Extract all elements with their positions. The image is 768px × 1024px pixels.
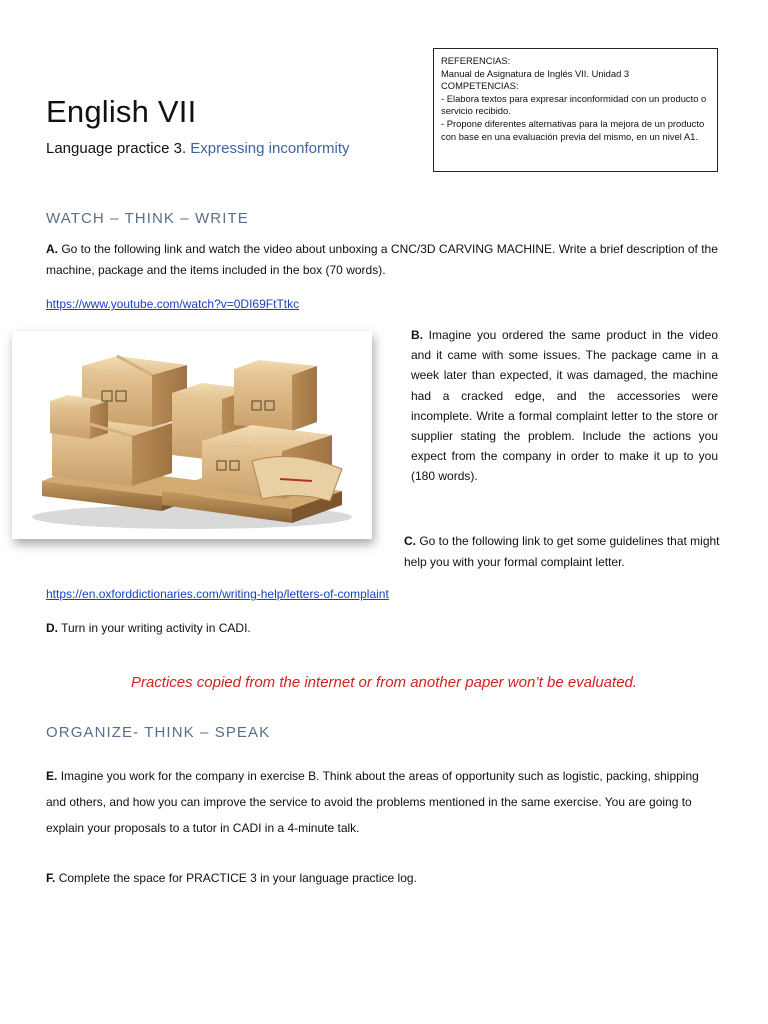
section-heading-organize-think-speak: ORGANIZE- THINK – SPEAK <box>46 724 271 741</box>
exercise-b-letter: B. <box>411 328 423 342</box>
exercise-b-text: Imagine you ordered the same product in the video and it came with some issues. The package came in a week later than expected, it was damaged, the machine had a cracked edge, and the accessories were incomplete. Write a formal complaint letter to the store or supplier stating the problem. Include the actions you expect from the company in order to make it up to you (180 words). <box>411 328 718 484</box>
exercise-a <box>46 239 722 281</box>
exercise-c-text: Go to the following link to get some guidelines that might help you with your formal complaint letter. <box>404 534 720 569</box>
references-manual: Manual de Asignatura de Inglés VII. Unidad 3 <box>441 67 630 79</box>
exercise-e-text: Imagine you work for the company in exercise B. Think about the areas of opportunity such as logistic, packing, shipping and others, and how you can improve the service to avoid the problems mentioned in the same exercise. You are going to explain your proposals to a tutor in CADI in a 4-minute talk. <box>46 769 699 835</box>
exercise-d <box>46 618 251 639</box>
competency-2: - Propone diferentes alternativas para la mejora de un producto con base en una evaluación previa del mismo, en un nivel A1. <box>441 117 705 142</box>
section-heading-watch-think-write: WATCH – THINK – WRITE <box>46 210 249 227</box>
exercise-a-letter: A. <box>46 242 58 256</box>
exercise-f-text: Complete the space for PRACTICE 3 in your language practice log. <box>58 871 417 885</box>
plagiarism-warning: Practices copied from the internet or from another paper won’t be evaluated. <box>130 674 638 691</box>
page-title: English VII <box>46 94 197 129</box>
exercise-e-letter: E. <box>46 769 58 783</box>
youtube-link[interactable]: https://www.youtube.com/watch?v=0DI69FtTtkc <box>46 297 300 311</box>
exercise-a-text: Go to the following link and watch the video about unboxing a CNC/3D CARVING MACHINE. Write a brief description of the machine, package and the items included in the box (70 words). <box>46 242 718 277</box>
boxes-on-pallets-image <box>12 331 372 539</box>
exercise-d-letter: D. <box>46 621 58 635</box>
subtitle-prefix: Language practice 3. <box>46 140 187 157</box>
exercise-f <box>46 868 417 889</box>
exercise-f-letter: F. <box>46 871 56 885</box>
boxes-illustration <box>12 331 372 539</box>
competencies-heading: COMPETENCIAS: <box>441 80 519 92</box>
exercise-c-letter: C. <box>404 534 416 548</box>
exercise-d-text: Turn in your writing activity in CADI. <box>61 621 251 635</box>
references-box <box>433 48 718 172</box>
page-subtitle <box>46 140 350 157</box>
exercise-e <box>46 763 722 841</box>
competency-1: - Elabora textos para expresar inconformidad con un producto o servicio recibido. <box>441 92 707 117</box>
exercise-c <box>404 531 722 573</box>
subtitle-accent: Expressing inconformity <box>190 140 350 157</box>
exercise-b <box>411 325 718 487</box>
oxford-complaint-link[interactable]: https://en.oxforddictionaries.com/writing-help/letters-of-complaint <box>46 587 389 601</box>
references-heading: REFERENCIAS: <box>441 55 511 66</box>
